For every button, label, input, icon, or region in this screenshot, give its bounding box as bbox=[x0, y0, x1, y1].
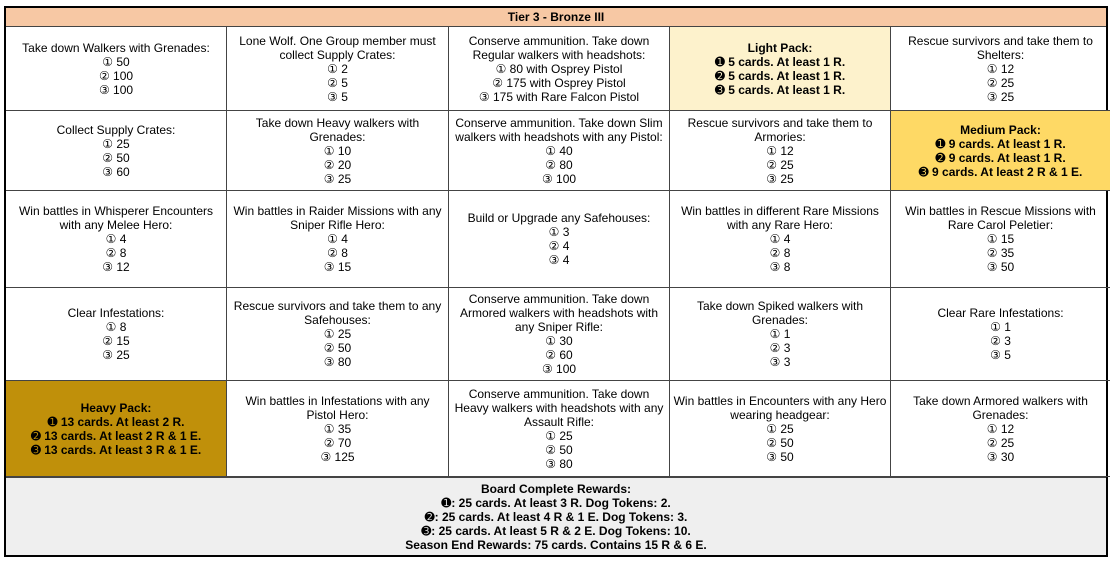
mission-cell bbox=[449, 381, 670, 477]
pack-tier-line: ➌ 5 cards. At least 1 R. bbox=[714, 82, 846, 97]
pack-tier-line: ➋ 5 cards. At least 1 R. bbox=[714, 68, 846, 83]
pack-tier-line: ➋ 13 cards. At least 2 R & 1 E. bbox=[30, 428, 202, 443]
reward-line-3: ➌: 25 cards. At least 5 R & 2 E. Dog Tokens: 10. bbox=[421, 523, 691, 538]
mission-goal: ② 25 bbox=[986, 435, 1015, 450]
mission-text: Collect Supply Crates: bbox=[56, 122, 176, 137]
mission-goal: ③ 5 bbox=[327, 89, 348, 104]
mission-goal: ① 10 bbox=[323, 143, 352, 158]
mission-goal: ③ 100 bbox=[98, 82, 134, 97]
mission-goal: ② 4 bbox=[548, 239, 570, 253]
mission-goal: ③ 25 bbox=[323, 171, 352, 186]
mission-goal: ② 25 bbox=[986, 75, 1015, 90]
mission-goal: ③ 100 bbox=[541, 362, 577, 376]
mission-text: Rescue survivors and take them to Shelters: bbox=[908, 33, 1093, 62]
mission-text: Conserve ammunition. Take down Slim walkers with headshots with any Pistol: bbox=[455, 115, 663, 144]
mission-goal: ① 12 bbox=[986, 421, 1015, 436]
mission-goal: ② 175 with Osprey Pistol bbox=[492, 75, 626, 90]
mission-text: Clear Infestations: bbox=[67, 306, 165, 320]
mission-goal: ① 25 bbox=[766, 421, 794, 436]
mission-cell bbox=[227, 111, 449, 191]
mission-text: Conserve ammunition. Take down Heavy walkers with headshots with any Assault Rifle: bbox=[454, 386, 664, 429]
mission-goal: ③ 25 bbox=[766, 171, 794, 186]
mission-text: Clear Rare Infestations: bbox=[937, 306, 1064, 320]
mission-goal: ② 100 bbox=[98, 68, 134, 83]
mission-text: Win battles in Rescue Missions with Rare Carol Peletier: bbox=[905, 204, 1096, 232]
mission-goal: ① 35 bbox=[323, 421, 352, 436]
mission-goal: ③ 5 bbox=[990, 348, 1011, 362]
mission-cell bbox=[891, 288, 1110, 381]
mission-goal: ① 15 bbox=[986, 232, 1015, 246]
mission-goal: ③ 60 bbox=[102, 164, 130, 179]
mission-goal: ③ 3 bbox=[769, 355, 791, 369]
mission-goal: ② 25 bbox=[766, 157, 794, 172]
mission-text: Take down Heavy walkers with Grenades: bbox=[255, 115, 420, 144]
mission-goal: ① 80 with Osprey Pistol bbox=[495, 61, 623, 76]
mission-goal: ② 35 bbox=[986, 246, 1015, 260]
mission-goal: ② 8 bbox=[769, 246, 791, 260]
mission-goal: ① 25 bbox=[102, 136, 130, 151]
mission-cell bbox=[449, 191, 670, 288]
mission-text: Win battles in different Rare Missions with any Rare Hero: bbox=[681, 204, 879, 232]
mission-goal: ② 20 bbox=[323, 157, 352, 172]
mission-cell bbox=[670, 288, 891, 381]
mission-goal: ② 50 bbox=[323, 341, 352, 355]
mission-goal: ② 5 bbox=[327, 75, 348, 90]
mission-goal: ① 30 bbox=[545, 334, 573, 348]
mission-goal: ③ 25 bbox=[986, 89, 1015, 104]
reward-line-1: ➊: 25 cards. At least 3 R. Dog Tokens: 2. bbox=[441, 495, 671, 510]
mission-goal: ② 50 bbox=[766, 435, 794, 450]
pack-tier-line: ➊ 13 cards. At least 2 R. bbox=[47, 414, 185, 429]
mission-goal: ① 12 bbox=[986, 61, 1015, 76]
mission-goal: ① 25 bbox=[323, 327, 352, 341]
pack-tier-line: ➊ 5 cards. At least 1 R. bbox=[714, 54, 846, 69]
mission-goal: ③ 30 bbox=[986, 449, 1015, 464]
mission-goal: ① 25 bbox=[545, 428, 573, 443]
mission-text: Win battles in Whisperer Encounters with any Melee Hero: bbox=[18, 204, 214, 232]
mission-text: Conserve ammunition. Take down Armored walkers with headshots with any Sniper Rifle: bbox=[459, 292, 659, 334]
mission-goal: ③ 25 bbox=[102, 348, 130, 362]
mission-goal: ③ 8 bbox=[769, 260, 791, 274]
light-pack-cell bbox=[670, 27, 891, 111]
mission-goal: ③ 175 with Rare Falcon Pistol bbox=[478, 89, 640, 104]
mission-goal: ② 3 bbox=[769, 341, 791, 355]
mission-goal: ① 3 bbox=[548, 225, 570, 239]
mission-cell bbox=[449, 111, 670, 191]
mission-goal: ② 8 bbox=[327, 246, 348, 260]
mission-goal: ③ 12 bbox=[102, 260, 130, 274]
mission-goal: ② 15 bbox=[102, 334, 130, 348]
mission-text: Rescue survivors and take them to any Safehouses: bbox=[233, 299, 442, 327]
mission-goal: ② 50 bbox=[545, 442, 573, 457]
heavy-pack-cell bbox=[6, 381, 227, 477]
mission-goal: ③ 125 bbox=[320, 449, 355, 464]
mission-cell bbox=[449, 288, 670, 381]
season-end-rewards: Season End Rewards: 75 cards. Contains 15 R & 6 E. bbox=[405, 537, 707, 552]
mission-cell bbox=[670, 381, 891, 477]
medium-pack-cell bbox=[891, 111, 1110, 191]
mission-goal: ③ 50 bbox=[986, 260, 1015, 274]
pack-tier-line: ➌ 9 cards. At least 2 R & 1 E. bbox=[918, 164, 1083, 179]
mission-cell bbox=[670, 191, 891, 288]
mission-goal: ① 4 bbox=[327, 232, 348, 246]
mission-goal: ① 40 bbox=[545, 143, 573, 158]
mission-goal: ② 8 bbox=[105, 246, 127, 260]
mission-goal: ① 12 bbox=[766, 143, 794, 158]
mission-goal: ③ 50 bbox=[766, 449, 794, 464]
mission-goal: ② 50 bbox=[102, 150, 130, 165]
mission-cell bbox=[6, 191, 227, 288]
mission-goal: ① 4 bbox=[105, 232, 127, 246]
mission-goal: ② 70 bbox=[323, 435, 352, 450]
mission-cell bbox=[6, 288, 227, 381]
board-complete-rewards bbox=[6, 477, 1106, 555]
mission-goal: ① 50 bbox=[102, 54, 130, 69]
mission-goal: ③ 100 bbox=[541, 171, 577, 186]
mission-cell bbox=[670, 111, 891, 191]
mission-goal: ① 1 bbox=[769, 327, 791, 341]
rewards-heading: Board Complete Rewards: bbox=[480, 481, 632, 496]
mission-cell bbox=[449, 27, 670, 111]
mission-cell bbox=[227, 191, 449, 288]
mission-cell bbox=[6, 111, 227, 191]
mission-goal: ① 4 bbox=[769, 232, 791, 246]
mission-goal: ③ 15 bbox=[323, 260, 352, 274]
reward-line-2: ➋: 25 cards. At least 4 R & 1 E. Dog Tokens: 3. bbox=[424, 509, 688, 524]
mission-goal: ① 8 bbox=[105, 320, 127, 334]
mission-cell bbox=[227, 288, 449, 381]
mission-goal: ② 60 bbox=[545, 348, 573, 362]
pack-tier-line: ➊ 9 cards. At least 1 R. bbox=[935, 136, 1066, 151]
mission-goal: ② 80 bbox=[545, 157, 573, 172]
mission-text: Take down Armored walkers with Grenades: bbox=[913, 393, 1088, 422]
mission-text: Win battles in Encounters with any Hero wearing headgear: bbox=[673, 393, 887, 422]
mission-goal: ③ 4 bbox=[548, 253, 570, 267]
pack-tier-line: ➌ 13 cards. At least 3 R & 1 E. bbox=[30, 442, 202, 457]
mission-goal: ② 3 bbox=[990, 334, 1011, 348]
mission-text: Build or Upgrade any Safehouses: bbox=[467, 211, 651, 225]
mission-text: Win battles in Infestations with any Pistol Hero: bbox=[245, 393, 430, 422]
mission-cell bbox=[891, 27, 1110, 111]
mission-goal: ① 2 bbox=[327, 61, 348, 76]
tier-title: Tier 3 - Bronze III bbox=[6, 8, 1106, 27]
mission-grid bbox=[6, 27, 1106, 477]
mission-text: Lone Wolf. One Group member must collect Supply Crates: bbox=[239, 33, 436, 62]
pack-title: Medium Pack: bbox=[960, 122, 1041, 137]
mission-cell bbox=[891, 191, 1110, 288]
mission-text: Conserve ammunition. Take down Regular walkers with headshots: bbox=[468, 33, 650, 62]
pack-title: Heavy Pack: bbox=[80, 400, 152, 415]
mission-text: Rescue survivors and take them to Armories: bbox=[687, 115, 873, 144]
mission-cell bbox=[891, 381, 1110, 477]
mission-text: Win battles in Raider Missions with any Sniper Rifle Hero: bbox=[233, 204, 442, 232]
mission-cell bbox=[227, 381, 449, 477]
mission-goal: ③ 80 bbox=[323, 355, 352, 369]
pack-title: Light Pack: bbox=[747, 40, 813, 55]
bronze-board bbox=[4, 6, 1108, 557]
mission-cell bbox=[227, 27, 449, 111]
mission-text: Take down Walkers with Grenades: bbox=[22, 40, 210, 55]
pack-tier-line: ➋ 9 cards. At least 1 R. bbox=[935, 150, 1066, 165]
mission-text: Take down Spiked walkers with Grenades: bbox=[696, 299, 864, 327]
mission-goal: ③ 80 bbox=[545, 456, 573, 471]
mission-goal: ① 1 bbox=[990, 320, 1011, 334]
mission-cell bbox=[6, 27, 227, 111]
